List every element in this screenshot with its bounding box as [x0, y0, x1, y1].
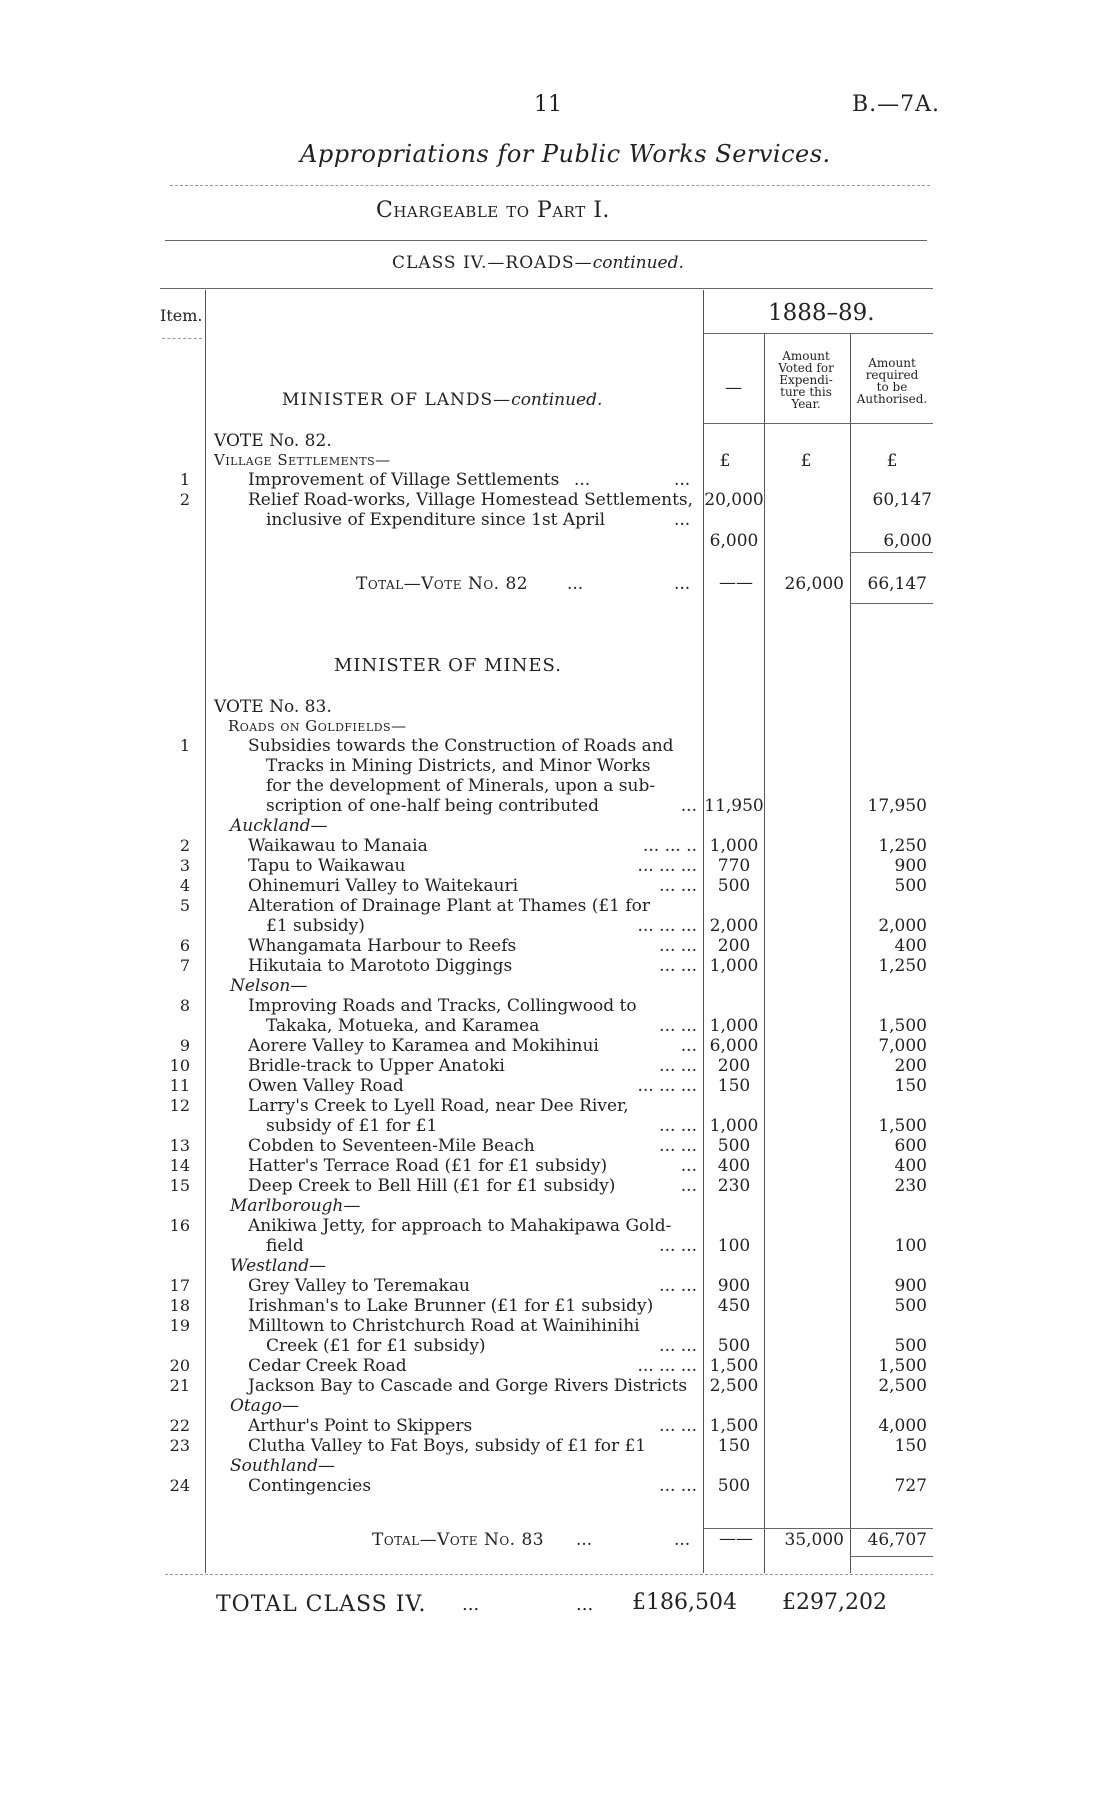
amount-col3: 500	[894, 876, 927, 896]
item-number: 23	[169, 1436, 190, 1455]
item-description: Grey Valley to Teremakau	[248, 1276, 470, 1296]
item-description: Tracks in Mining Districts, and Minor Works	[266, 756, 651, 776]
amount-col3: 60,147	[872, 490, 932, 510]
leader-dots: ... ... ..	[642, 836, 697, 856]
item-description: Hatter's Terrace Road (£1 for £1 subsidy)	[248, 1156, 608, 1176]
vote-82-heading: VOTE No. 82.	[214, 431, 332, 451]
item-description: Arthur's Point to Skippers	[248, 1416, 473, 1436]
item-number: 22	[169, 1416, 190, 1435]
amount-col3: 500	[894, 1336, 927, 1356]
year-header: 1888–89.	[768, 300, 875, 326]
amount-col3: 900	[894, 856, 927, 876]
amount-col3: 7,000	[878, 1036, 927, 1056]
roads-goldfields-heading: Roads on Goldfields—	[228, 717, 407, 735]
amount-col3: 400	[894, 1156, 927, 1176]
section-subtitle: Chargeable to Part I.	[376, 198, 610, 223]
leader-dots: ...	[680, 1156, 697, 1176]
item-description: Relief Road-works, Village Homestead Settlements,	[248, 490, 694, 510]
amount-col1: 200	[717, 936, 751, 956]
item-description: Jackson Bay to Cascade and Gorge Rivers Districts	[248, 1376, 688, 1396]
item-number: 11	[169, 1076, 190, 1095]
leader-dots: ... ... ...	[637, 916, 697, 936]
amount-col3: 1,500	[878, 1016, 927, 1036]
col1-header: —	[725, 378, 742, 398]
amount-col1: 20,000	[704, 490, 764, 510]
amount-col1: 6,000	[709, 1036, 759, 1056]
currency-symbol: £	[800, 451, 812, 471]
village-settlements-heading: Village Settlements—	[214, 451, 391, 469]
class-heading-suffix: continued.	[592, 253, 684, 273]
region-heading: Otago—	[230, 1396, 300, 1416]
grand-total-col3: £297,202	[782, 1590, 887, 1615]
amount-col3: 727	[894, 1476, 927, 1496]
item-number: 7	[179, 956, 190, 975]
grand-total-col2: £186,504	[632, 1590, 737, 1615]
amount-col3: 230	[894, 1176, 927, 1196]
page-title: Appropriations for Public Works Services.	[300, 140, 831, 168]
item-number: 8	[179, 996, 190, 1015]
leader-dots: ... ...	[659, 1016, 697, 1036]
minister-lands-heading	[282, 390, 602, 410]
amount-col3: 6,000	[883, 531, 932, 551]
region-heading: Nelson—	[230, 976, 308, 996]
leader-dots: ... ...	[659, 876, 697, 896]
amount-col1: 500	[717, 876, 751, 896]
class-heading	[392, 253, 684, 273]
region-heading: Auckland—	[230, 816, 328, 836]
item-description: Creek (£1 for £1 subsidy)	[266, 1336, 486, 1356]
item-number: 20	[169, 1356, 190, 1375]
amount-col3: 900	[894, 1276, 927, 1296]
col3-header-line: Authorised.	[856, 392, 928, 406]
vote-83-heading: VOTE No. 83.	[214, 697, 332, 717]
item-description: Subsidies towards the Construction of Roads and	[248, 736, 674, 756]
item-number: 10	[169, 1056, 190, 1075]
amount-col3: 150	[894, 1076, 927, 1096]
total-col2: 26,000	[784, 574, 844, 594]
item-number: 15	[169, 1176, 190, 1195]
item-number: 9	[179, 1036, 190, 1055]
item-description: Tapu to Waikawau	[248, 856, 406, 876]
amount-col3: 150	[894, 1436, 927, 1456]
leader-dots: ...	[674, 1530, 691, 1550]
leader-dots: ... ...	[659, 1276, 697, 1296]
leader-dots: ...	[674, 470, 691, 490]
divider	[703, 333, 933, 334]
item-description: Whangamata Harbour to Reefs	[248, 936, 517, 956]
item-description: Takaka, Motueka, and Karamea	[266, 1016, 540, 1036]
divider	[850, 552, 933, 553]
leader-dots: ... ...	[659, 1476, 697, 1496]
divider	[170, 185, 930, 186]
item-description: Waikawau to Manaia	[248, 836, 428, 856]
item-description: Hikutaia to Marototo Diggings	[248, 956, 513, 976]
item-description: Milltown to Christchurch Road at Wainihinihi	[248, 1316, 640, 1336]
item-number: 18	[169, 1296, 190, 1315]
item-description: Improving Roads and Tracks, Collingwood to	[248, 996, 637, 1016]
amount-col3: 17,950	[867, 796, 927, 816]
leader-dots: ...	[674, 510, 691, 530]
amount-col3: 1,250	[878, 836, 927, 856]
leader-dots: ...	[680, 1176, 697, 1196]
grand-total-label: TOTAL CLASS IV.	[216, 1592, 427, 1617]
item-number: 17	[169, 1276, 190, 1295]
vote-83-total-label: Total—Vote No. 83	[372, 1530, 545, 1550]
item-description: Owen Valley Road	[248, 1076, 404, 1096]
divider	[162, 338, 202, 339]
leader-dots: ... ...	[659, 1116, 697, 1136]
leader-dots: ... ... ...	[637, 856, 697, 876]
leader-dots: ...	[680, 796, 697, 816]
col3-header-line: required	[865, 368, 919, 382]
amount-col1: 500	[717, 1476, 751, 1496]
amount-col3: 1,500	[878, 1356, 927, 1376]
item-description: £1 subsidy)	[266, 916, 365, 936]
amount-col1: 200	[717, 1056, 751, 1076]
col2-header-line: Amount	[782, 349, 830, 363]
minister-mines-heading: MINISTER OF MINES.	[334, 655, 562, 676]
item-description: scription of one-half being contributed	[266, 796, 600, 816]
leader-dots: ...	[576, 1594, 594, 1615]
item-number: 14	[169, 1156, 190, 1175]
col3-header-line: to be	[876, 380, 908, 394]
col2-header	[764, 350, 848, 410]
leader-dots: ...	[574, 470, 591, 490]
divider	[165, 240, 927, 241]
divider	[703, 423, 933, 424]
item-column-rule	[205, 290, 206, 1573]
item-description: field	[266, 1236, 304, 1256]
item-number: 2	[179, 490, 190, 509]
col3-rule	[850, 333, 851, 1573]
amount-col1: 1,000	[709, 956, 759, 976]
item-description: for the development of Minerals, upon a sub-	[266, 776, 656, 796]
amount-col1: 100	[717, 1236, 751, 1256]
item-number: 5	[179, 896, 190, 915]
amount-col1: 770	[717, 856, 751, 876]
amount-col3: 1,250	[878, 956, 927, 976]
item-number: 2	[179, 836, 190, 855]
item-description: Cedar Creek Road	[248, 1356, 407, 1376]
col2-header-line: ture this	[780, 385, 832, 399]
amount-col1: 150	[717, 1076, 751, 1096]
amount-col1: 450	[717, 1296, 751, 1316]
leader-dots: ...	[680, 1036, 697, 1056]
leader-dots: ... ...	[659, 1416, 697, 1436]
leader-dots: ...	[462, 1594, 480, 1615]
leader-dots: ... ... ...	[637, 1356, 697, 1376]
leader-dots: ... ...	[659, 956, 697, 976]
vote-82-total-label: Total—Vote No. 82	[356, 574, 529, 594]
amount-col1: 1,500	[709, 1416, 759, 1436]
item-number: 16	[169, 1216, 190, 1235]
leader-dots: ... ...	[659, 1236, 697, 1256]
leader-dots: ...	[567, 574, 584, 594]
amount-col1: 2,000	[709, 916, 759, 936]
item-number: 1	[179, 736, 190, 755]
item-description: Ohinemuri Valley to Waitekauri	[248, 876, 519, 896]
item-number: 12	[169, 1096, 190, 1115]
class-heading-text: CLASS IV.—ROADS—	[392, 253, 593, 273]
amount-col1: 1,000	[709, 1016, 759, 1036]
amount-col1: 2,500	[709, 1376, 759, 1396]
item-description: Irishman's to Lake Brunner (£1 for £1 subsidy)	[248, 1296, 654, 1316]
total-col2: 35,000	[784, 1530, 844, 1550]
leader-dots: ... ...	[659, 1336, 697, 1356]
leader-dots: ... ... ...	[637, 1076, 697, 1096]
item-number: 19	[169, 1316, 190, 1335]
item-number: 21	[169, 1376, 190, 1395]
amount-col1: 1,000	[709, 1116, 759, 1136]
divider	[850, 1556, 933, 1557]
item-number: 6	[179, 936, 190, 955]
amount-col1: 150	[717, 1436, 751, 1456]
amount-col1: 900	[717, 1276, 751, 1296]
leader-dots: ... ...	[659, 936, 697, 956]
amount-col1: 11,950	[704, 796, 764, 816]
minister-lands-suffix: continued.	[511, 390, 603, 410]
leader-dots: ...	[674, 574, 691, 594]
amount-col1: 6,000	[709, 531, 759, 551]
item-description: Contingencies	[248, 1476, 372, 1496]
amount-col3: 2,500	[878, 1376, 927, 1396]
item-description: subsidy of £1 for £1	[266, 1116, 438, 1136]
item-description: Aorere Valley to Karamea and Mokihinui	[248, 1036, 599, 1056]
item-description: Larry's Creek to Lyell Road, near Dee River,	[248, 1096, 629, 1116]
amount-col1: 1,500	[709, 1356, 759, 1376]
amount-col3: 100	[894, 1236, 927, 1256]
item-description: Deep Creek to Bell Hill (£1 for £1 subsidy)	[248, 1176, 616, 1196]
amount-col1: 400	[717, 1156, 751, 1176]
total-col3: 66,147	[867, 574, 927, 594]
amount-col1: 500	[717, 1336, 751, 1356]
item-number: 1	[179, 470, 190, 489]
divider	[160, 288, 933, 289]
amount-col3: 4,000	[878, 1416, 927, 1436]
region-heading: Westland—	[230, 1256, 327, 1276]
total-col1: ——	[719, 1529, 753, 1549]
col2-header-line: Expendi-	[779, 373, 833, 387]
col3-header-line: Amount	[868, 356, 916, 370]
item-description: Improvement of Village Settlements	[248, 470, 560, 490]
page-number: 11	[534, 92, 562, 117]
total-col3: 46,707	[867, 1530, 927, 1550]
item-column-header: Item.	[160, 306, 203, 325]
leader-dots: ... ...	[659, 1056, 697, 1076]
item-description: Anikiwa Jetty, for approach to Mahakipawa Gold-	[248, 1216, 672, 1236]
amount-col3: 600	[894, 1136, 927, 1156]
region-heading: Southland—	[230, 1456, 336, 1476]
item-description: Alteration of Drainage Plant at Thames (£1 for	[248, 896, 651, 916]
item-description: Clutha Valley to Fat Boys, subsidy of £1 for £1	[248, 1436, 647, 1456]
divider	[165, 1574, 933, 1575]
item-description: Cobden to Seventeen-Mile Beach	[248, 1136, 535, 1156]
currency-symbol: £	[886, 451, 898, 471]
leader-dots: ... ...	[659, 1136, 697, 1156]
minister-lands-text: MINISTER OF LANDS—	[282, 390, 512, 410]
item-number: 3	[179, 856, 190, 875]
amount-col1: 230	[717, 1176, 751, 1196]
item-number: 13	[169, 1136, 190, 1155]
item-number: 24	[169, 1476, 190, 1495]
amount-col3: 200	[894, 1056, 927, 1076]
col3-header	[850, 357, 934, 405]
col2-header-line: Voted for	[778, 361, 834, 375]
item-description: inclusive of Expenditure since 1st April	[266, 510, 606, 530]
item-number: 4	[179, 876, 190, 895]
total-col1: ——	[719, 573, 753, 593]
amount-col3: 400	[894, 936, 927, 956]
region-heading: Marlborough—	[230, 1196, 361, 1216]
divider	[850, 603, 933, 604]
currency-symbol: £	[719, 451, 731, 471]
amount-col3: 500	[894, 1296, 927, 1316]
amount-col3: 1,500	[878, 1116, 927, 1136]
leader-dots: ...	[576, 1530, 593, 1550]
amount-col1: 500	[717, 1136, 751, 1156]
amount-col1: 1,000	[709, 836, 759, 856]
amount-col3: 2,000	[878, 916, 927, 936]
item-description: Bridle-track to Upper Anatoki	[248, 1056, 505, 1076]
document-code: B.—7A.	[852, 92, 941, 117]
col2-header-line: Year.	[791, 397, 821, 411]
